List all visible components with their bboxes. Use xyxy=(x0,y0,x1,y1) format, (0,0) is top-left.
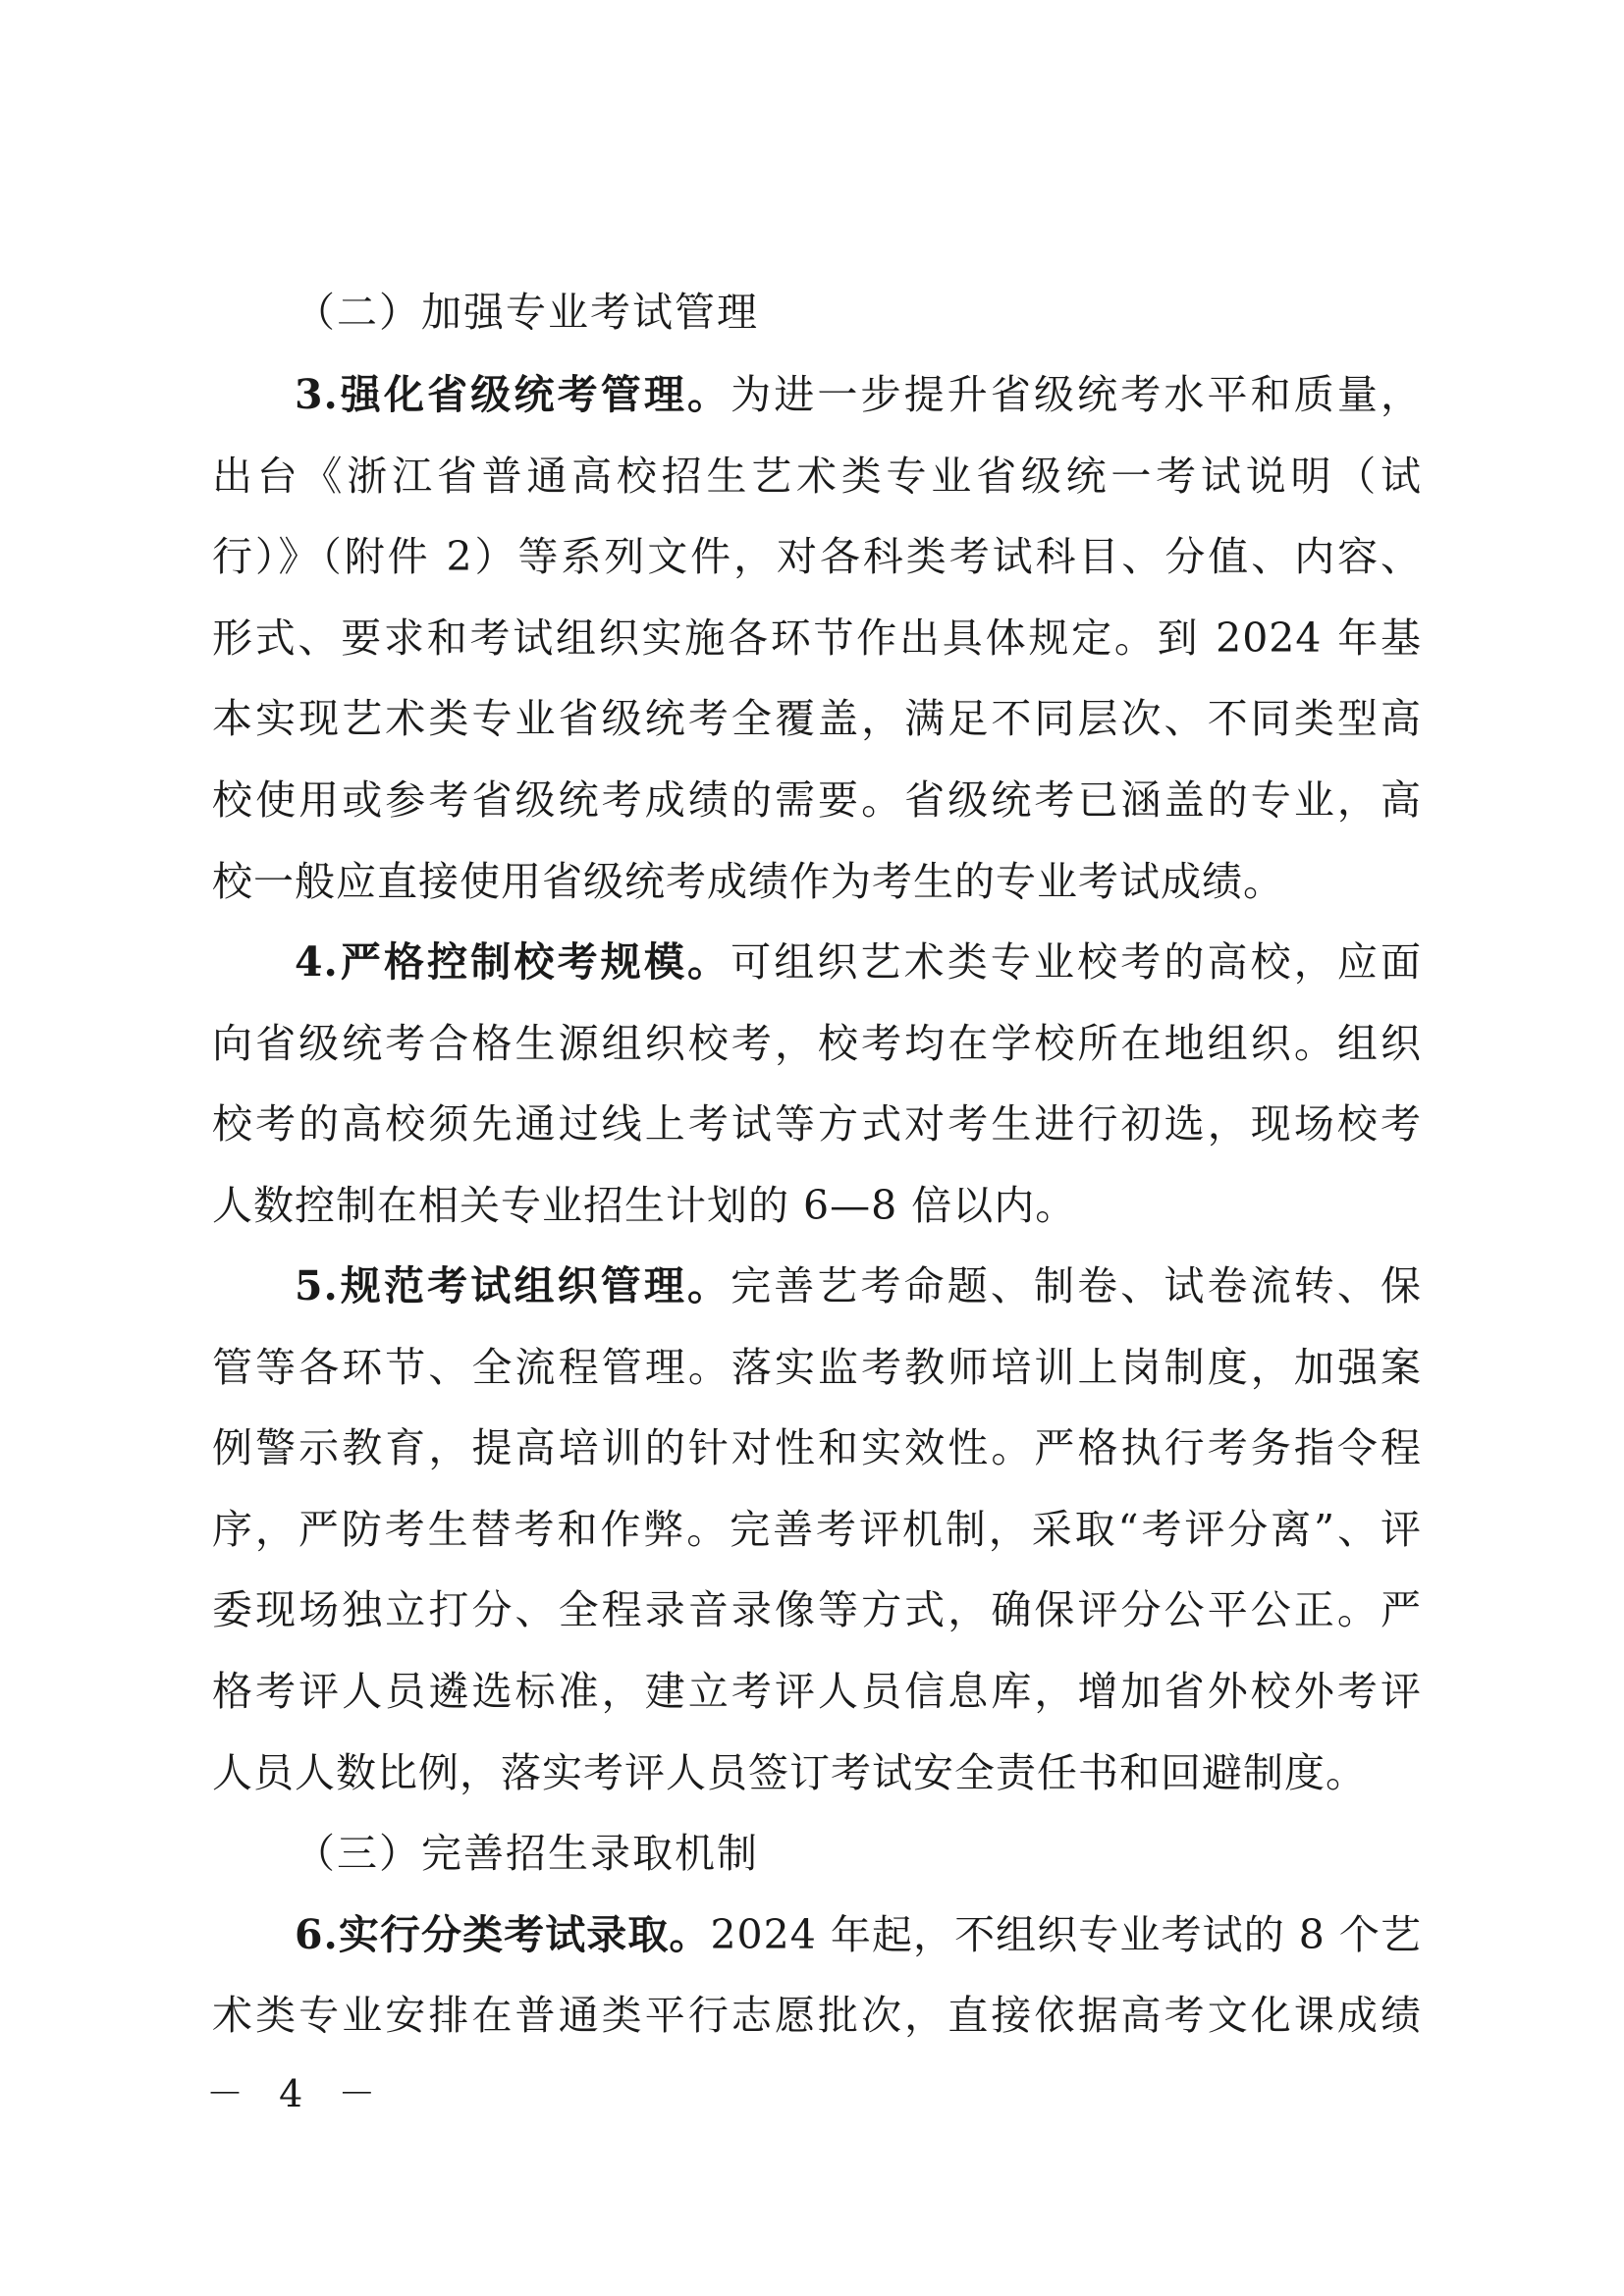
paragraph-line: 委现场独立打分、全程录音录像等方式，确保评分公平公正。严 xyxy=(212,1586,1422,1633)
paragraph-line xyxy=(295,365,1422,424)
paragraph-text: 2024 年起，不组织专业考试的 8 个艺 xyxy=(710,1911,1422,1958)
paragraph-line: 行）》（附件 2）等系列文件，对各科类考试科目、分值、内容、 xyxy=(212,533,1422,580)
paragraph-line xyxy=(295,933,1422,991)
paragraph-line xyxy=(295,1905,1422,1964)
paragraph-line: 出台《浙江省普通高校招生艺术类专业省级统一考试说明（试 xyxy=(212,453,1422,500)
item-title: 6.实行分类考试录取。 xyxy=(295,1911,711,1958)
paragraph-line: 格考评人员遴选标准，建立考评人员信息库，增加省外校外考评 xyxy=(212,1668,1422,1715)
item-title: 5.规范考试组织管理。 xyxy=(295,1262,731,1309)
paragraph-text: 可组织艺术类专业校考的高校，应面 xyxy=(731,938,1422,986)
paragraph-line xyxy=(295,1256,1422,1315)
paragraph-line: 向省级统考合格生源组织校考，校考均在学校所在地组织。组织 xyxy=(212,1020,1422,1067)
paragraph-line: 管等各环节、全流程管理。落实监考教师培训上岗制度，加强案 xyxy=(212,1344,1422,1391)
paragraph-line: 序，严防考生替考和作弊。完善考评机制，采取“考评分离”、评 xyxy=(212,1506,1422,1553)
paragraph-text: 为进一步提升省级统考水平和质量， xyxy=(731,371,1422,418)
paragraph-line: 校一般应直接使用省级统考成绩作为考生的专业考试成绩。 xyxy=(212,858,1284,905)
paragraph-text: 完善艺考命题、制卷、试卷流转、保 xyxy=(731,1262,1422,1309)
paragraph-line: 校考的高校须先通过线上考试等方式对考生进行初选，现场校考 xyxy=(212,1100,1422,1148)
section-heading: （二）加强专业考试管理 xyxy=(295,289,759,336)
item-title: 3.强化省级统考管理。 xyxy=(295,371,731,418)
page-number: － 4 － xyxy=(206,2072,388,2115)
paragraph-line: 例警示教育，提高培训的针对性和实效性。严格执行考务指令程 xyxy=(212,1424,1422,1471)
paragraph-line: 本实现艺术类专业省级统考全覆盖，满足不同层次、不同类型高 xyxy=(212,695,1422,742)
item-title: 4.严格控制校考规模。 xyxy=(295,938,731,986)
paragraph-line: 人员人数比例，落实考评人员签订考试安全责任书和回避制度。 xyxy=(212,1749,1367,1796)
paragraph-line: 术类专业安排在普通类平行志愿批次，直接依据高考文化课成绩 xyxy=(212,1992,1422,2039)
paragraph-line: 形式、要求和考试组织实施各环节作出具体规定。到 2024 年基 xyxy=(212,614,1422,662)
section-heading: （三）完善招生录取机制 xyxy=(295,1830,759,1877)
paragraph-line: 人数控制在相关专业招生计划的 6—8 倍以内。 xyxy=(212,1182,1077,1229)
paragraph-line: 校使用或参考省级统考成绩的需要。省级统考已涵盖的专业，高 xyxy=(212,776,1422,824)
